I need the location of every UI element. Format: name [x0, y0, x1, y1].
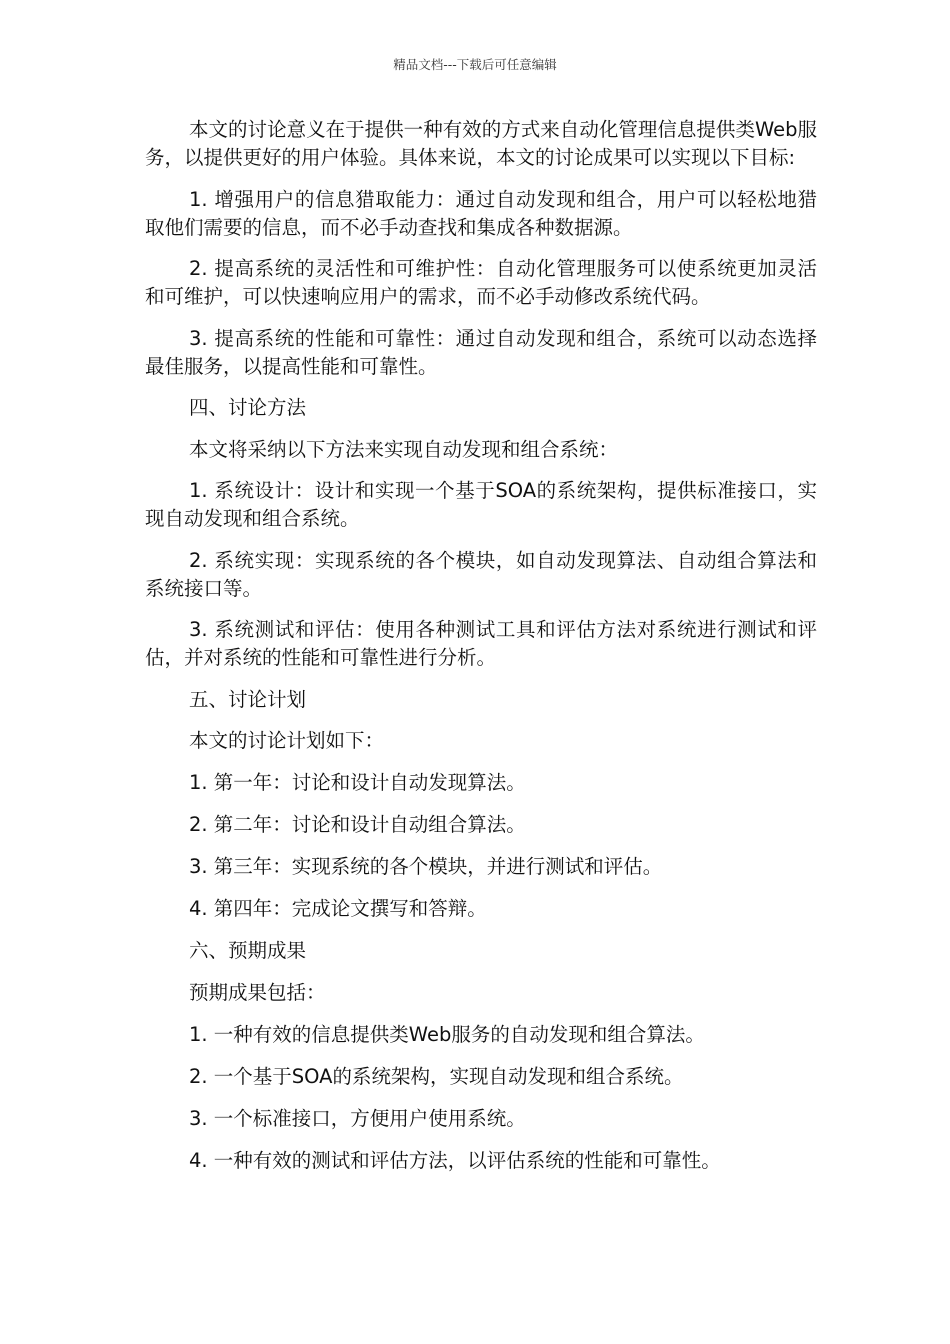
- section-4-title: 四、讨论方法: [189, 396, 307, 419]
- plan-item-2: 2. 第二年：讨论和设计自动组合算法。: [189, 813, 526, 836]
- section-6-intro: 预期成果包括：: [189, 980, 326, 1004]
- method-item-3: 3. 系统测试和评估：使用各种测试工具和评估方法对系统进行测试和评估，并对系统的性能和可靠性进行分析。: [145, 618, 817, 669]
- goal-item-1: 1. 增强用户的信息猎取能力：通过自动发现和组合，用户可以轻松地猎取他们需要的信息，而不必手动查找和集成各种数据源。: [145, 187, 817, 239]
- section-4-intro: 本文将采纳以下方法来实现自动发现和组合系统：: [189, 437, 619, 461]
- page-header: 精品文档---下载后可任意编辑: [393, 57, 557, 72]
- outcome-item-3: 3. 一个标准接口，方便用户使用系统。: [189, 1106, 526, 1130]
- plan-item-4: 4. 第四年：完成论文撰写和答辩。: [189, 897, 487, 920]
- document-body: [145, 116, 817, 1189]
- method-item-2: 2. 系统实现：实现系统的各个模块，如自动发现算法、自动组合算法和系统接口等。: [145, 548, 817, 600]
- goal-item-2: 2. 提高系统的灵活性和可维护性：自动化管理服务可以使系统更加灵活和可维护，可以快速响应用户的需求，而不必手动修改系统代码。: [145, 257, 817, 308]
- intro-paragraph: 本文的讨论意义在于提供一种有效的方式来自动化管理信息提供类Web服务，以提供更好的用户体验。具体来说，本文的讨论成果可以实现以下目标:: [145, 118, 817, 169]
- section-6-title: 六、预期成果: [189, 939, 307, 962]
- method-item-1: 1. 系统设计：设计和实现一个基于SOA的系统架构，提供标准接口，实现自动发现和组合系统。: [145, 479, 817, 530]
- outcome-item-2: 2. 一个基于SOA的系统架构，实现自动发现和组合系统。: [189, 1064, 684, 1088]
- section-5-intro: 本文的讨论计划如下：: [189, 729, 385, 752]
- section-5-title: 五、讨论计划: [189, 687, 307, 711]
- goal-item-3: 3. 提高系统的性能和可靠性：通过自动发现和组合，系统可以动态选择最佳服务，以提高性能和可靠性。: [145, 326, 817, 378]
- plan-item-3: 3. 第三年：实现系统的各个模块，并进行测试和评估。: [189, 855, 663, 878]
- outcome-item-4: 4. 一种有效的测试和评估方法，以评估系统的性能和可靠性。: [189, 1148, 721, 1172]
- plan-item-1: 1. 第一年：讨论和设计自动发现算法。: [189, 771, 526, 794]
- outcome-item-1: 1. 一种有效的信息提供类Web服务的自动发现和组合算法。: [189, 1022, 705, 1046]
